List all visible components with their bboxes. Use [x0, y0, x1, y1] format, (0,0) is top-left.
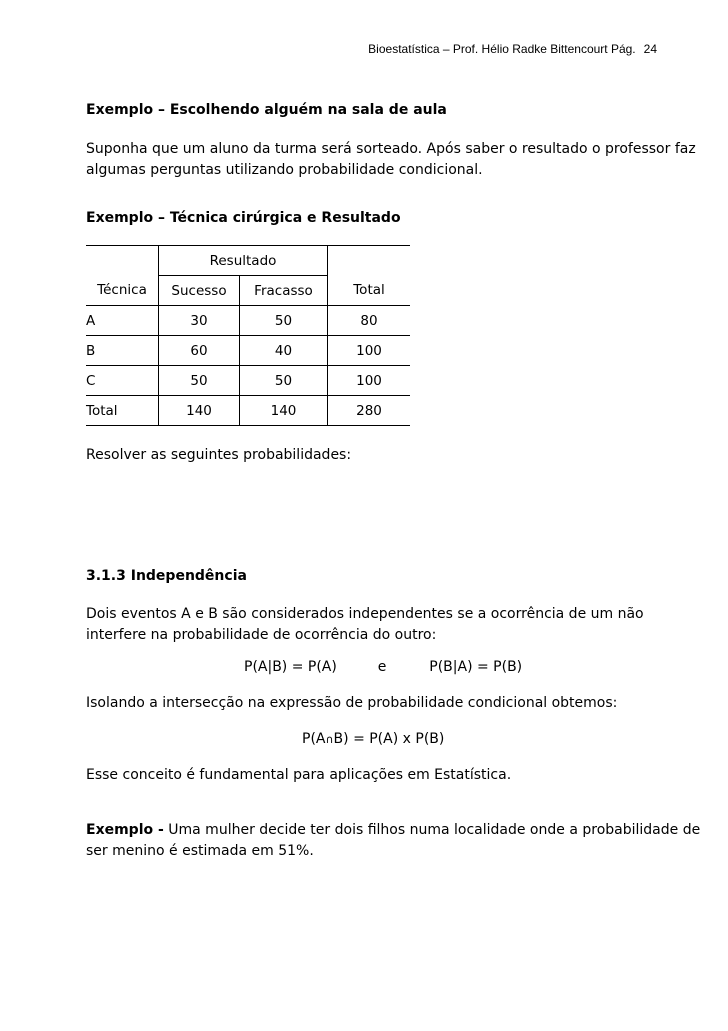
paragraph-isolando: Isolando a intersecção na expressão de probabilidade condicional obtemos: — [86, 695, 618, 711]
paragraph-line: algumas perguntas utilizando probabilidade condicional. — [86, 162, 483, 178]
table-cell: 140 — [159, 396, 240, 426]
group-header-resultado: Resultado — [159, 246, 328, 276]
paragraph-line: interfere na probabilidade de ocorrência do outro: — [86, 627, 437, 643]
example-text: Uma mulher decide ter dois filhos numa localidade onde a probabilidade de — [168, 822, 701, 838]
table-cell: B — [86, 336, 159, 366]
col-header: Técnica — [86, 276, 159, 306]
table-cell: 50 — [240, 306, 328, 336]
table-cell: 50 — [159, 366, 240, 396]
paragraph-independencia — [86, 604, 666, 646]
prompt-resolver: Resolver as seguintes probabilidades: — [86, 447, 352, 463]
formula-intersection — [302, 731, 444, 747]
formula-part: B) = P(A) x P(B) — [333, 731, 445, 747]
table-cell: Total — [86, 396, 159, 426]
table-header-row — [86, 276, 410, 306]
section-title-independencia: 3.1.3 Independência — [86, 568, 247, 584]
col-header: Fracasso — [240, 276, 328, 306]
table-group-header-row — [86, 246, 410, 276]
table-cell: 40 — [240, 336, 328, 366]
paragraph-conceito: Esse conceito é fundamental para aplicações em Estatística. — [86, 767, 512, 783]
table-cell: A — [86, 306, 159, 336]
table-cell: 60 — [159, 336, 240, 366]
example-label: Exemplo - — [86, 822, 164, 838]
paragraph-line — [86, 820, 701, 841]
table-cell: 280 — [328, 396, 411, 426]
results-table — [86, 245, 410, 426]
table-cell: 100 — [328, 336, 411, 366]
col-header: Total — [328, 276, 411, 306]
paragraph-exemplo-filhos — [86, 820, 701, 862]
section-title-tecnica: Exemplo – Técnica cirúrgica e Resultado — [86, 210, 401, 226]
table-row — [86, 306, 410, 336]
formula-right: P(B|A) = P(B) — [429, 659, 523, 675]
table-row — [86, 336, 410, 366]
formula-part: P(A — [302, 731, 326, 747]
table-cell: 140 — [240, 396, 328, 426]
table-cell: 50 — [240, 366, 328, 396]
col-header: Sucesso — [159, 276, 240, 306]
formula-left: P(A|B) = P(A) — [244, 659, 337, 675]
table-cell: 100 — [328, 366, 411, 396]
table-cell: 80 — [328, 306, 411, 336]
section-title-escolhendo: Exemplo – Escolhendo alguém na sala de aula — [86, 102, 447, 118]
table-row — [86, 366, 410, 396]
paragraph-line: Suponha que um aluno da turma será sorteado. Após saber o resultado o professor faz — [86, 141, 696, 157]
formula-conjunction: e — [377, 659, 387, 675]
table-cell: 30 — [159, 306, 240, 336]
intersection-symbol: ∩ — [325, 733, 334, 746]
paragraph-line: ser menino é estimada em 51%. — [86, 843, 314, 859]
paragraph-line: Dois eventos A e B são considerados independentes se a ocorrência de um não — [86, 606, 644, 622]
page-number: 24 — [643, 42, 657, 56]
paragraph-sorteio — [86, 139, 696, 181]
table-row-total — [86, 396, 410, 426]
formula-independence — [244, 659, 522, 675]
table-cell: C — [86, 366, 159, 396]
page-header — [0, 42, 657, 56]
header-text: Bioestatística – Prof. Hélio Radke Bittencourt Pág. — [368, 42, 636, 56]
